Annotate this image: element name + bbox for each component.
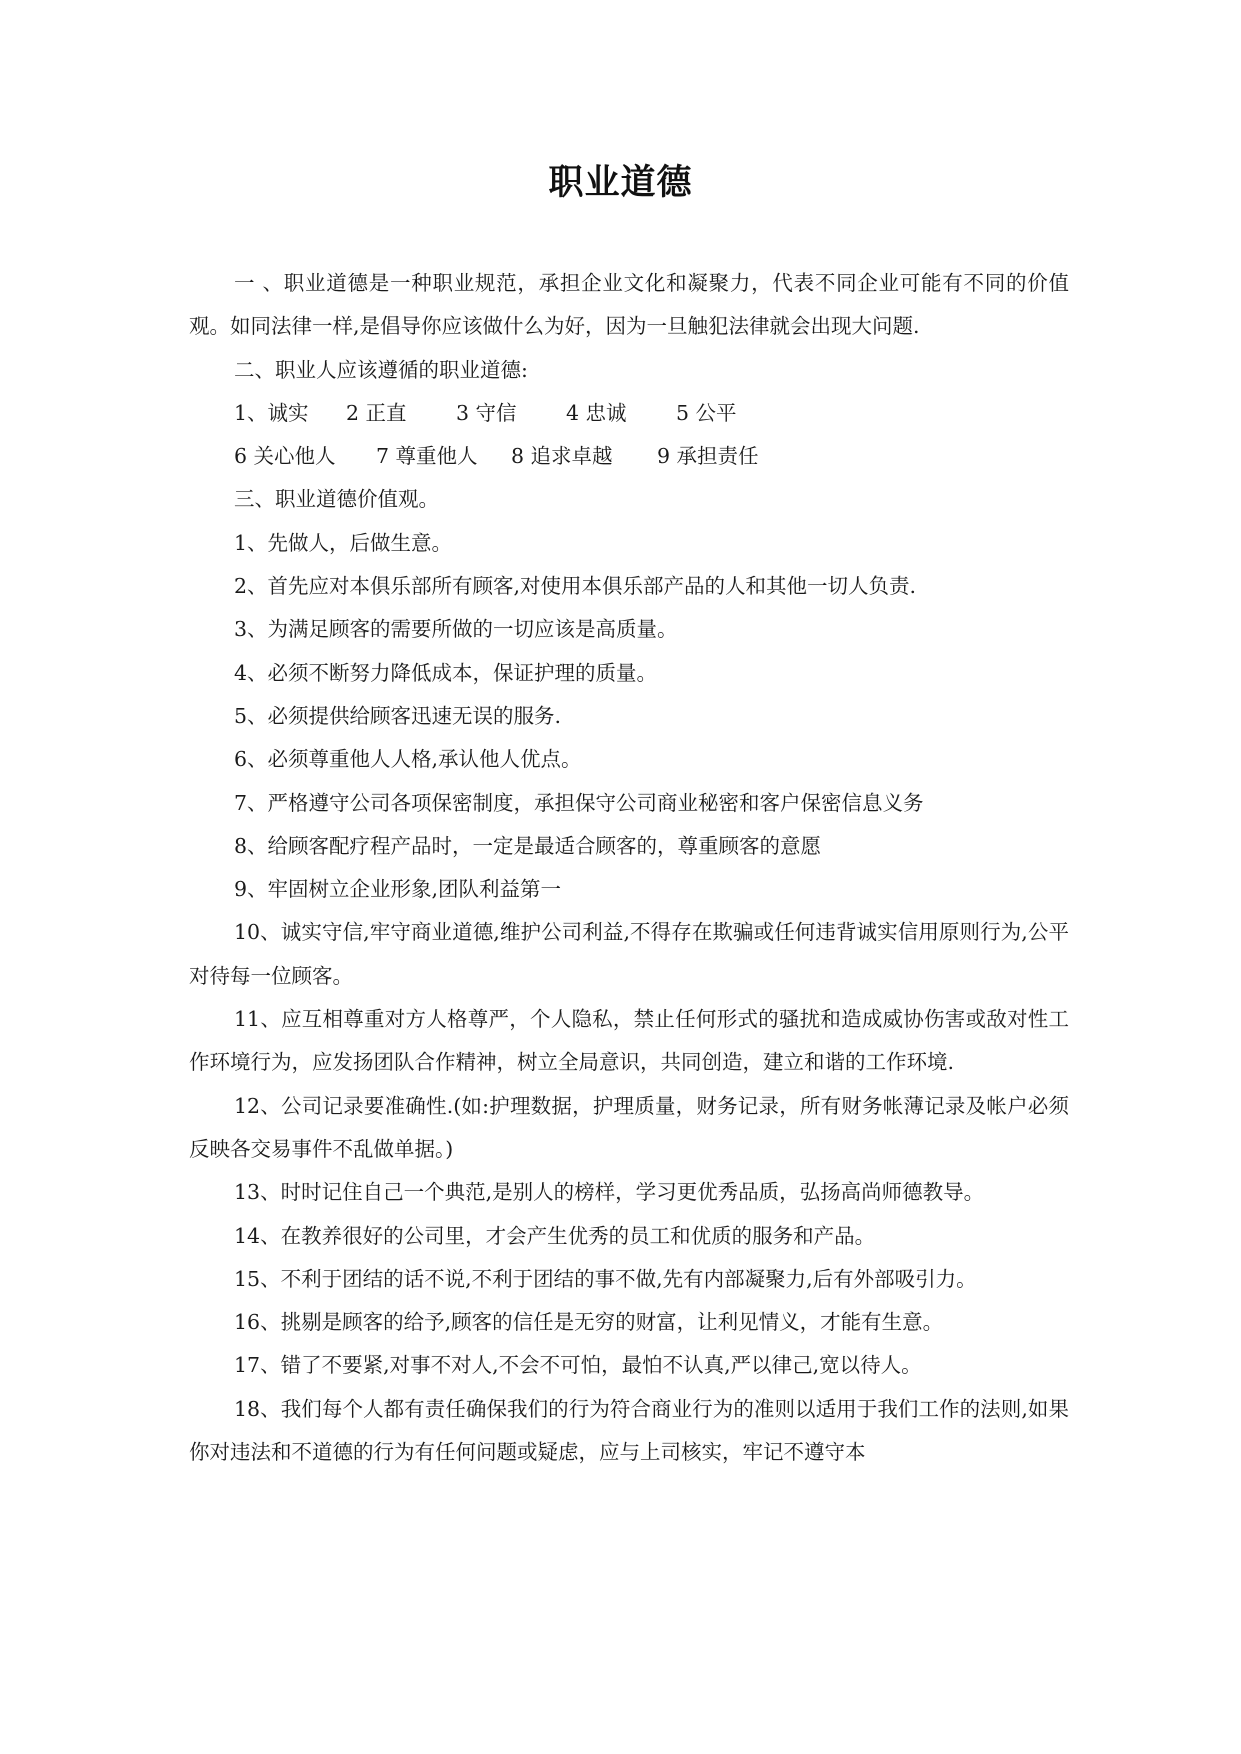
virtues-row-2 (189, 435, 1069, 478)
value-item-13: 13、时时记住自己一个典范,是别人的榜样，学习更优秀品质，弘扬高尚师德教导。 (234, 1180, 985, 1205)
paragraph-section3-heading: 三、职业道德价值观。 (234, 487, 439, 512)
virtue-item: 6 关心他人 (234, 444, 336, 469)
value-item-12: 12、公司记录要准确性.(如:护理数据，护理质量，财务记录，所有财务帐薄记录及帐户必须反映各交易事件不乱做单据。) (189, 1093, 1069, 1161)
paragraph-intro: 一 、职业道德是一种职业规范，承担企业文化和凝聚力，代表不同企业可能有不同的价值观。如同法律一样,是倡导你应该做什么为好，因为一旦触犯法律就会出现大问题. (189, 271, 1069, 339)
virtues-row-1 (189, 392, 1069, 435)
value-item-9: 9、牢固树立企业形象,团队利益第一 (234, 877, 562, 902)
value-item-7: 7、严格遵守公司各项保密制度，承担保守公司商业秘密和客户保密信息义务 (234, 790, 924, 815)
value-item-17: 17、错了不要紧,对事不对人,不会不可怕，最怕不认真,严以律己,宽以待人。 (234, 1353, 922, 1378)
virtue-item: 2 正直 (346, 400, 407, 425)
virtue-item: 8 追求卓越 (511, 444, 613, 469)
document-title: 职业道德 (548, 163, 693, 203)
value-item-1: 1、先做人，后做生意。 (234, 530, 453, 555)
value-item-3: 3、为满足顾客的需要所做的一切应该是高质量。 (234, 617, 678, 642)
paragraph-section2-heading: 二、职业人应该遵循的职业道德: (234, 357, 528, 382)
value-item-16: 16、挑剔是顾客的给予,顾客的信任是无穷的财富，让利见情义，才能有生意。 (234, 1310, 944, 1335)
value-item-5: 5、必须提供给顾客迅速无误的服务. (234, 703, 562, 728)
value-item-4: 4、必须不断努力降低成本，保证护理的质量。 (234, 660, 658, 685)
value-item-6: 6、必须尊重他人人格,承认他人优点。 (234, 747, 582, 772)
virtue-item: 7 尊重他人 (376, 444, 478, 469)
virtue-item: 5 公平 (676, 400, 737, 425)
value-item-11: 11、应互相尊重对方人格尊严，个人隐私，禁止任何形式的骚扰和造成威协伤害或敌对性工作环境行为，应发扬团队合作精神，树立全局意识，共同创造，建立和谐的工作环境. (189, 1007, 1069, 1075)
document-body (189, 262, 1069, 1474)
value-item-15: 15、不利于团结的话不说,不利于团结的事不做,先有内部凝聚力,后有外部吸引力。 (234, 1266, 977, 1291)
virtue-item: 4 忠诚 (566, 400, 627, 425)
virtue-item: 9 承担责任 (657, 444, 759, 469)
value-item-2: 2、首先应对本俱乐部所有顾客,对使用本俱乐部产品的人和其他一切人负责. (234, 574, 917, 599)
value-item-8: 8、给顾客配疗程产品时，一定是最适合顾客的，尊重顾客的意愿 (234, 833, 822, 858)
virtue-item: 3 守信 (456, 400, 517, 425)
virtue-item: 1、诚实 (234, 400, 309, 425)
value-item-10: 10、诚实守信,牢守商业道德,维护公司利益,不得存在欺骗或任何违背诚实信用原则行为,公平对待每一位顾客。 (189, 920, 1069, 988)
value-item-14: 14、在教养很好的公司里，才会产生优秀的员工和优质的服务和产品。 (234, 1223, 876, 1248)
value-item-18: 18、我们每个人都有责任确保我们的行为符合商业行为的准则以适用于我们工作的法则,如果你对违法和不道德的行为有任何问题或疑虑，应与上司核实，牢记不遵守本 (189, 1396, 1069, 1465)
